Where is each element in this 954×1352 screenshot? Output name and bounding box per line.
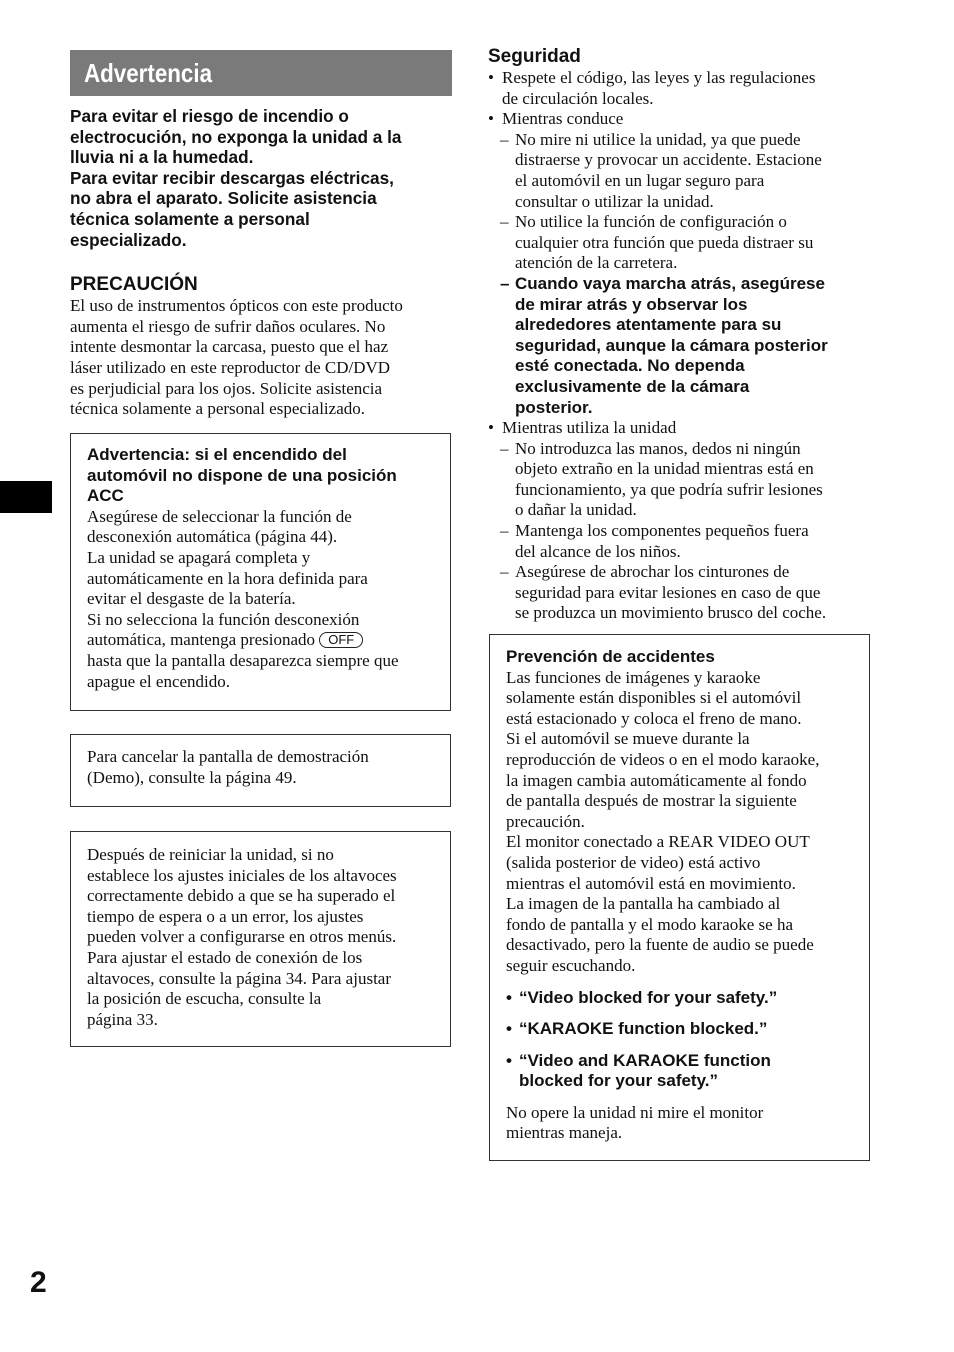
body-line: la posición de escucha, consulte la bbox=[87, 989, 322, 1009]
sub-list-item bbox=[488, 521, 870, 562]
body-line: automática, mantenga presionado bbox=[87, 630, 315, 650]
sub-list-item bbox=[488, 439, 870, 521]
dash-icon: – bbox=[500, 438, 509, 458]
reset-note-box bbox=[70, 831, 451, 1047]
body-line: seguir escuchando. bbox=[506, 955, 636, 975]
dash-icon: – bbox=[500, 212, 509, 232]
blocked-message-video bbox=[506, 988, 857, 1009]
body-line: La unidad se apagará completa y bbox=[87, 547, 311, 567]
body-line: pueden volver a configurarse en otros menús. bbox=[87, 927, 397, 947]
body-line: exclusivamente de la cámara bbox=[515, 376, 750, 396]
list-item bbox=[488, 68, 870, 109]
body-line: Mientras utiliza la unidad bbox=[502, 418, 677, 438]
body-line: funcionamiento, ya que podría sufrir lesiones bbox=[515, 479, 823, 499]
body-line: Si el automóvil se mueve durante la bbox=[506, 729, 750, 749]
body-line: automáticamente en la hora definida para bbox=[87, 568, 368, 588]
body-line: objeto extraño en la unidad mientras está en bbox=[515, 459, 814, 479]
heading-line: Advertencia: si el encendido del bbox=[87, 445, 347, 464]
body-line: el automóvil en un lugar seguro para bbox=[515, 170, 765, 190]
body-line: Mientras conduce bbox=[502, 109, 624, 129]
bullet-icon: • bbox=[488, 418, 494, 438]
warning-line: especializado. bbox=[70, 229, 187, 250]
body-line: esté conectada. No dependa bbox=[515, 356, 745, 376]
body-line: No introduzca las manos, dedos ni ningún bbox=[515, 438, 801, 458]
message-line: “Video and KARAOKE function bbox=[519, 1050, 771, 1070]
sub-list-item bbox=[488, 562, 870, 624]
body-line: desconexión automática (página 44). bbox=[87, 527, 338, 547]
bullet-icon: • bbox=[506, 1019, 512, 1039]
body-line: No utilice la función de configuración o bbox=[515, 212, 787, 232]
section-tab-marker bbox=[0, 481, 52, 513]
seguridad-list bbox=[488, 68, 870, 624]
acc-warning-box bbox=[70, 433, 451, 711]
body-line: del alcance de los niños. bbox=[515, 541, 681, 561]
fire-shock-warning bbox=[70, 106, 452, 250]
sub-list-item bbox=[488, 212, 870, 274]
dash-icon: – bbox=[500, 273, 510, 293]
warning-line: electrocución, no exponga la unidad a la bbox=[70, 126, 402, 147]
body-line: El uso de instrumentos ópticos con este producto bbox=[70, 296, 403, 316]
body-line: No mire ni utilice la unidad, ya que puede bbox=[515, 129, 801, 149]
body-line: No opere la unidad ni mire el monitor bbox=[506, 1102, 764, 1122]
blocked-message-both bbox=[506, 1051, 857, 1092]
body-line: Si no selecciona la función desconexión bbox=[87, 609, 360, 629]
body-line: se produzca un movimiento brusco del coche. bbox=[515, 603, 827, 623]
body-line: alrededores atentamente para su bbox=[515, 315, 782, 335]
body-line: seguridad para evitar lesiones en caso de que bbox=[515, 582, 821, 602]
body-line: tiempo de espera o a un error, los ajustes bbox=[87, 906, 364, 926]
body-line: hasta que la pantalla desaparezca siempre que bbox=[87, 650, 399, 670]
body-line: aumenta el riesgo de sufrir daños oculares. No bbox=[70, 316, 386, 336]
precaucion-section bbox=[70, 274, 452, 420]
body-line: Asegúrese de seleccionar la función de bbox=[87, 506, 352, 526]
body-line: establece los ajustes iniciales de los altavoces bbox=[87, 865, 397, 885]
bullet-icon: • bbox=[488, 68, 494, 87]
dash-icon: – bbox=[500, 521, 509, 541]
body-line: La imagen de la pantalla ha cambiado al bbox=[506, 894, 781, 914]
body-line: seguridad, aunque la cámara posterior bbox=[515, 335, 828, 355]
body-line: Después de reiniciar la unidad, si no bbox=[87, 845, 334, 864]
page-title: Advertencia bbox=[84, 57, 213, 88]
warning-line: lluvia ni a la humedad. bbox=[70, 147, 254, 168]
body-line: Para ajustar el estado de conexión de los bbox=[87, 947, 363, 967]
dash-icon: – bbox=[500, 129, 509, 149]
body-line: Asegúrese de abrochar los cinturones de bbox=[515, 562, 790, 582]
acc-warning-body bbox=[87, 507, 436, 692]
body-line: fondo de pantalla y el modo karaoke se ha bbox=[506, 914, 794, 934]
off-key-icon: OFF bbox=[319, 632, 363, 648]
warning-line: Para evitar el riesgo de incendio o bbox=[70, 106, 349, 126]
body-line: altavoces, consulte la página 34. Para ajustar bbox=[87, 968, 391, 988]
bullet-icon: • bbox=[506, 987, 512, 1007]
heading-line: ACC bbox=[87, 486, 124, 506]
body-line: técnica solamente a personal especializado. bbox=[70, 399, 365, 419]
body-line: cualquier otra función que pueda distraer su bbox=[515, 232, 814, 252]
body-line: desactivado, pero la fuente de audio se puede bbox=[506, 935, 814, 955]
warning-line: no abra el aparato. Solicite asistencia bbox=[70, 188, 377, 209]
list-item bbox=[488, 418, 870, 439]
body-line: Cuando vaya marcha atrás, asegúrese bbox=[515, 273, 825, 293]
body-line: El monitor conectado a REAR VIDEO OUT bbox=[506, 832, 810, 852]
body-line: o dañar la unidad. bbox=[515, 500, 637, 520]
body-line: mientras maneja. bbox=[506, 1123, 623, 1143]
accident-prevention-body bbox=[506, 668, 857, 977]
body-line: de pantalla después de mostrar la siguiente bbox=[506, 791, 797, 811]
body-line: apague el encendido. bbox=[87, 671, 231, 691]
accident-prevention-footer bbox=[506, 1103, 857, 1144]
body-line: la imagen cambia automáticamente al fondo bbox=[506, 770, 807, 790]
warning-line: Para evitar recibir descargas eléctricas, bbox=[70, 167, 394, 188]
message-line: “KARAOKE function blocked.” bbox=[519, 1019, 768, 1039]
heading-line: automóvil no dispone de una posición bbox=[87, 465, 397, 485]
body-line: Las funciones de imágenes y karaoke bbox=[506, 667, 761, 687]
page-title-bar bbox=[70, 50, 452, 96]
body-line: está estacionado y coloca el freno de mano. bbox=[506, 708, 802, 728]
body-line: solamente están disponibles si el automóvil bbox=[506, 688, 802, 708]
message-line: “Video blocked for your safety.” bbox=[519, 987, 778, 1007]
body-line: láser utilizado en este reproductor de CD/DVD bbox=[70, 357, 391, 377]
precaucion-heading: PRECAUCIÓN bbox=[70, 274, 198, 296]
bullet-icon: • bbox=[488, 109, 494, 129]
accident-prevention-heading: Prevención de accidentes bbox=[506, 647, 715, 666]
body-line: correctamente debido a que se ha superado el bbox=[87, 886, 396, 906]
acc-warning-heading bbox=[87, 445, 436, 507]
message-line: blocked for your safety.” bbox=[519, 1071, 719, 1091]
body-line: distraerse y provocar un accidente. Estacione bbox=[515, 150, 822, 170]
body-line: evitar el desgaste de la batería. bbox=[87, 589, 296, 609]
body-line: mientras el automóvil está en movimiento. bbox=[506, 873, 796, 893]
demo-note-box bbox=[70, 734, 451, 807]
bullet-icon: • bbox=[506, 1050, 512, 1070]
body-line: de mirar atrás y observar los bbox=[515, 294, 748, 314]
precaucion-body bbox=[70, 296, 452, 420]
body-line: (Demo), consulte la página 49. bbox=[87, 767, 297, 787]
body-line: (salida posterior de video) está activo bbox=[506, 852, 761, 872]
body-line: Mantenga los componentes pequeños fuera bbox=[515, 521, 809, 541]
right-column bbox=[488, 46, 870, 624]
body-line: de circulación locales. bbox=[502, 88, 654, 108]
body-line: consultar o utilizar la unidad. bbox=[515, 191, 714, 211]
body-line: es perjudicial para los ojos. Solicite asistencia bbox=[70, 378, 383, 398]
body-line: página 33. bbox=[87, 1009, 158, 1029]
body-line: Respete el código, las leyes y las regulaciones bbox=[502, 68, 816, 87]
dash-icon: – bbox=[500, 562, 509, 582]
body-line-with-key bbox=[87, 630, 436, 651]
sub-list-item-emphasis bbox=[488, 274, 870, 418]
body-line: precaución. bbox=[506, 811, 585, 831]
body-line: atención de la carretera. bbox=[515, 253, 678, 273]
accident-prevention-box bbox=[489, 634, 870, 1161]
body-line: reproducción de videos o en el modo karaoke, bbox=[506, 749, 820, 769]
body-line: Para cancelar la pantalla de demostración bbox=[87, 747, 369, 766]
body-line: intente desmontar la carcasa, puesto que el haz bbox=[70, 337, 389, 357]
list-item bbox=[488, 109, 870, 130]
warning-line: técnica solamente a personal bbox=[70, 208, 310, 229]
page-number: 2 bbox=[30, 1266, 47, 1299]
sub-list-item bbox=[488, 130, 870, 212]
seguridad-heading: Seguridad bbox=[488, 46, 581, 67]
blocked-message-karaoke bbox=[506, 1019, 857, 1040]
body-line: posterior. bbox=[515, 397, 593, 417]
left-column bbox=[70, 50, 452, 420]
